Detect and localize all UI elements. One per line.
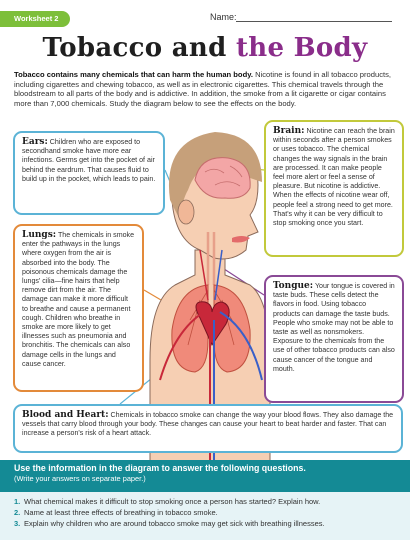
tongue-heading: Tongue: xyxy=(273,281,314,291)
question-number: 1. xyxy=(14,497,21,506)
question-text: Name at least three effects of breathing in tobacco smoke. xyxy=(24,508,218,517)
page-title xyxy=(0,33,410,63)
blood-heart-box xyxy=(13,404,403,453)
ears-text: Children who are exposed to secondhand smoke have more ear infections. Germs get into the pocket of air behind the eardrum. That causes fluid to build up in the pocket, which leads to pain. xyxy=(22,138,156,183)
brain-heading: Brain: xyxy=(273,126,305,136)
brain-text: Nicotine can reach the brain within seconds after a person smokes or uses tobacco. The chemical changes the way signals in the brain are processed. It can make people feel more alert or feel a sense of pleasure. But nicotine is addictive. When the effects of nicotine wear off, people feel a strong need to get more. That's why it can be very difficult to stop smoking once you start. xyxy=(273,127,395,228)
question-text: Explain why children who are around tobacco smoke may get sick with breathing illnesses. xyxy=(24,519,325,528)
lungs-text: The chemicals in smoke enter the pathways in the lungs where oxygen from the air is absorbed into the body. The poisonous chemicals damage the lungs' cilia—fine hairs that help remove dirt from the air. The damage can make it more difficult to breathe and cause a permanent cough. Children who breathe in smoke are more likely to get illnesses such as pneumonia and bronchitis. The chemicals can also damage cells in the lungs and cause cancer. xyxy=(22,231,135,368)
tongue-box xyxy=(264,275,404,403)
intro-lead: Tobacco contains many chemicals that can harm the human body. xyxy=(14,70,253,79)
title-part-1: Tobacco and xyxy=(42,33,227,63)
blood-heart-text: Chemicals in tobacco smoke can change the way your blood flows. They also damage the vessels that carry blood through your body. These changes can cause your heart to beat harder and faster. That can increase a person's risk of a heart attack. xyxy=(22,411,394,438)
question-number: 3. xyxy=(14,519,21,528)
ear-shape xyxy=(178,200,194,224)
name-label: Name: xyxy=(210,12,237,22)
question-list xyxy=(14,496,404,529)
question-item xyxy=(14,518,404,529)
intro-body: Nicotine is found in all tobacco products, including cigarettes and chewing tobacco, as well as in electronic cigarettes. This chemical travels through the bloodstream to all parts of the body and is addictive. In addition, the smoke from a lit cigarette or cigar contains more than 7,000 chemicals. Study the diagram below to see the effects on the body. xyxy=(14,70,392,108)
question-item xyxy=(14,496,404,507)
question-text: What chemical makes it difficult to stop smoking once a person has started? Explain how. xyxy=(24,497,321,506)
worksheet-tag: Worksheet 2 xyxy=(0,11,70,27)
lungs-box xyxy=(13,224,144,392)
questions-header xyxy=(0,460,410,492)
intro-paragraph xyxy=(14,70,396,108)
lungs-heading: Lungs: xyxy=(22,230,57,240)
title-part-2: the Body xyxy=(235,33,368,63)
ears-box xyxy=(13,131,165,215)
ears-heading: Ears: xyxy=(22,137,48,147)
questions-heading: Use the information in the diagram to answer the following questions. xyxy=(14,463,306,473)
tongue-text: Your tongue is covered in taste buds. These cells detect the flavors in food. Using tobacco products can damage the taste buds. People who smoke may not be able to taste as well as nonsmokers. Exposure to the chemicals from the use of other tobacco products can also cause cancer of the tongue and mouth. xyxy=(273,282,395,373)
question-number: 2. xyxy=(14,508,21,517)
blood-heart-heading: Blood and Heart: xyxy=(22,410,109,420)
questions-subheading: (Write your answers on separate paper.) xyxy=(14,474,146,483)
question-item xyxy=(14,507,404,518)
brain-box xyxy=(264,120,404,257)
name-line xyxy=(236,21,392,22)
